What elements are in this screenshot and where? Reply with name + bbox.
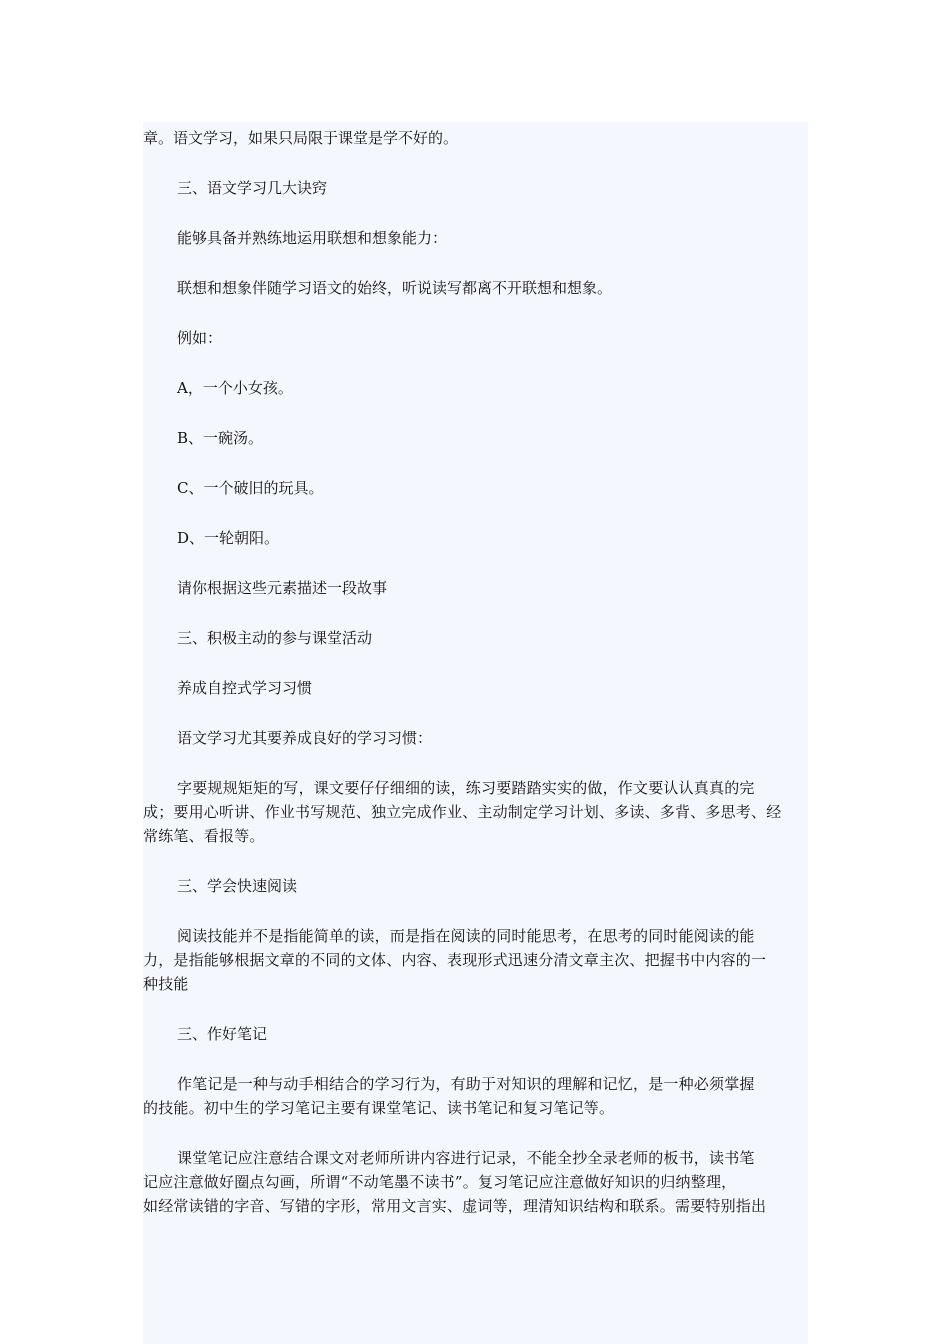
text-line: 请你根据这些元素描述一段故事 — [177, 579, 388, 597]
paragraph-line: 记应注意做好圈点勾画，所谓“不动笔墨不读书”。复习笔记应注意做好知识的归纳整理， — [143, 1173, 737, 1191]
section-heading: 三、学会快速阅读 — [177, 877, 298, 895]
paragraph-habits — [143, 776, 808, 848]
paragraph-line: 成；要用心听讲、作业书写规范、独立完成作业、主动制定学习计划、多读、多背、多思考、经 — [143, 803, 782, 821]
paragraph-reading — [143, 924, 808, 996]
text-line: 能够具备并熟练地运用联想和想象能力： — [177, 229, 448, 247]
section-heading: 三、积极主动的参与课堂活动 — [177, 629, 373, 647]
paragraph-line: 种技能 — [143, 975, 189, 993]
section-heading: 三、语文学习几大诀窍 — [177, 179, 328, 197]
text-line: 章。语文学习，如果只局限于课堂是学不好的。 — [143, 129, 459, 147]
paragraph-line: 阅读技能并不是指能简单的读，而是指在阅读的同时能思考，在思考的同时能阅读的能 — [177, 927, 755, 945]
paragraph-line: 课堂笔记应注意结合课文对老师所讲内容进行记录，不能全抄全录老师的板书，读书笔 — [177, 1149, 755, 1167]
paragraph-notes — [143, 1072, 808, 1120]
paragraph-line: 作笔记是一种与动手相结合的学习行为，有助于对知识的理解和记忆，是一种必须掌握 — [177, 1075, 755, 1093]
text-line: 语文学习尤其要养成良好的学习习惯： — [177, 729, 433, 747]
paragraph-classnotes — [143, 1146, 808, 1218]
text-line: 养成自控式学习习惯 — [177, 679, 313, 697]
paragraph-line: 字要规规矩矩的写，课文要仔仔细细的读，练习要踏踏实实的做，作文要认认真真的完 — [177, 779, 755, 797]
section-heading: 三、作好笔记 — [177, 1025, 268, 1043]
list-item: B、一碗汤。 — [177, 429, 264, 447]
text-line: 联想和想象伴随学习语文的始终，听说读写都离不开联想和想象。 — [177, 279, 613, 297]
text-line: 例如： — [177, 329, 223, 347]
list-item: D、一轮朝阳。 — [177, 529, 280, 547]
paragraph-line: 的技能。初中生的学习笔记主要有课堂笔记、读书笔记和复习笔记等。 — [143, 1099, 615, 1117]
paragraph-line: 常练笔、看报等。 — [143, 827, 265, 845]
paragraph-line: 如经常读错的字音、写错的字形，常用文言实、虚词等，理清知识结构和联系。需要特别指出 — [143, 1197, 767, 1215]
list-item: C、一个破旧的玩具。 — [177, 479, 324, 497]
text-panel — [143, 122, 808, 1344]
paragraph-line: 力，是指能够根据文章的不同的文体、内容、表现形式迅速分清文章主次、把握书中内容的一 — [143, 951, 767, 969]
list-item: A，一个小女孩。 — [177, 379, 293, 397]
